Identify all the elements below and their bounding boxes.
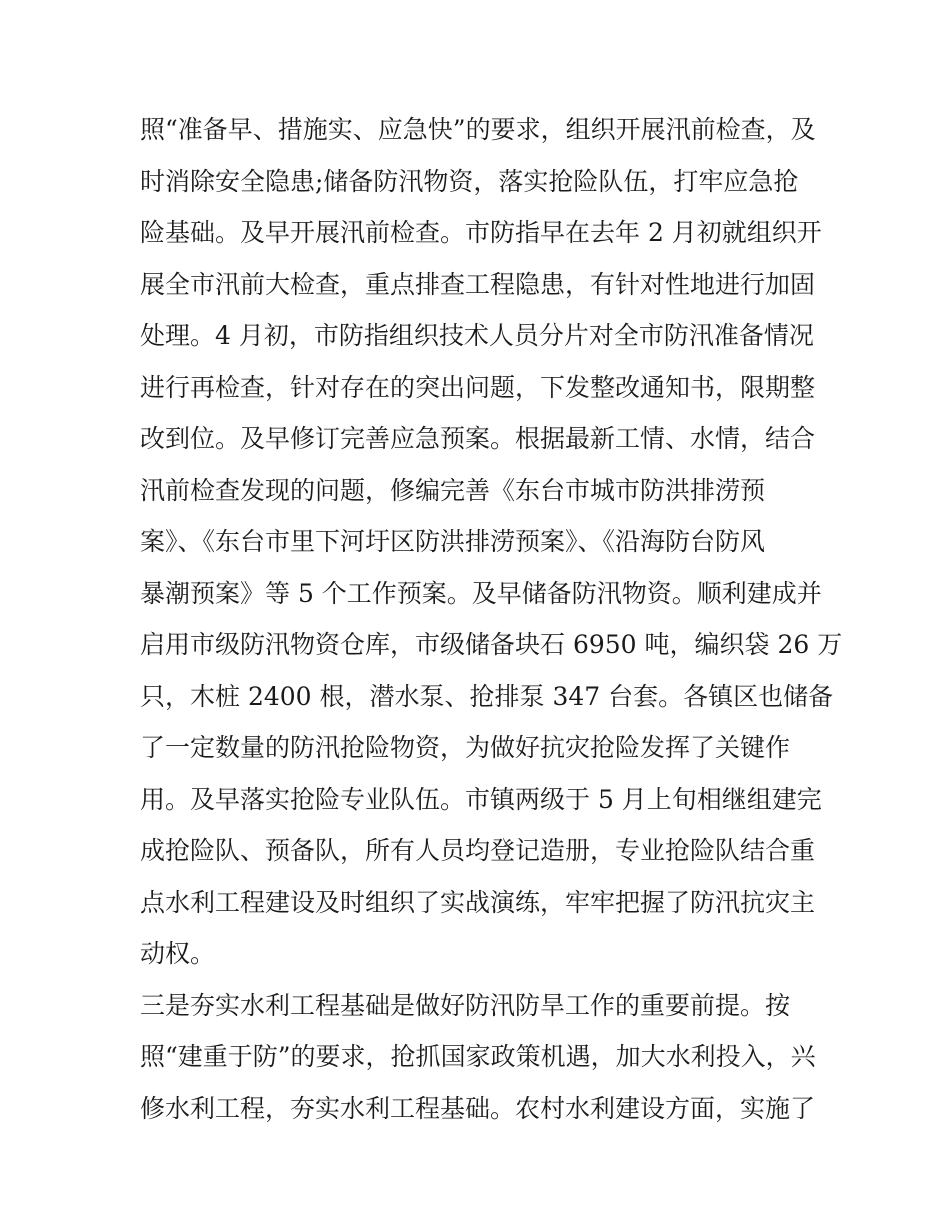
text-line: 时消除安全隐患;储备防汛物资，落实抢险队伍，打牢应急抢 (140, 166, 799, 196)
text-line: 启用市级防汛物资仓库，市级储备块石 6950 吨，编织袋 26 万 (140, 630, 843, 659)
paragraph-start-line: 三是夯实水利工程基础是做好防汛防旱工作的重要前提。按 (140, 990, 791, 1020)
text-line: 处理。4 月初，市防指组织技术人员分片对全市防汛准备情况 (140, 321, 814, 350)
text-line: 用。及早落实抢险专业队伍。市镇两级于 5 月上旬相继组建完 (140, 784, 822, 814)
text-line: 暴潮预案》等 5 个工作预案。及早储备防汛物资。顺利建成并 (140, 578, 822, 608)
text-line: 案》、《东台市里下河圩区防洪排涝预案》、《沿海防台防风 (140, 527, 766, 556)
text-line: 改到位。及早修订完善应急预案。根据最新工情、水情，结合 (140, 424, 816, 453)
text-line: 进行再检查，针对存在的突出问题，下发整改通知书，限期整 (140, 372, 816, 402)
text-line: 照“建重于防”的要求，抢抓国家政策机遇，加大水利投入，兴 (140, 1042, 816, 1071)
text-line: 动权。 (140, 939, 216, 968)
text-line: 修水利工程，夯实水利工程基础。农村水利建设方面，实施了 (140, 1093, 816, 1123)
text-line: 展全市汛前大检查，重点排查工程隐患，有针对性地进行加固 (140, 269, 816, 299)
body-text (140, 104, 843, 1134)
text-line: 点水利工程建设及时组织了实战演练，牢牢把握了防汛抗灾主 (140, 887, 816, 917)
text-line: 照“准备早、措施实、应急快”的要求，组织开展汛前检查，及 (140, 115, 816, 144)
text-line: 只，木桩 2400 根，潜水泵、抢排泵 347 台套。各镇区也储备 (140, 681, 834, 711)
text-line: 成抢险队、预备队，所有人员均登记造册，专业抢险队结合重 (140, 836, 816, 865)
text-line: 汛前检查发现的问题，修编完善《东台市城市防洪排涝预 (140, 475, 766, 505)
text-line: 了一定数量的防汛抢险物资，为做好抗灾抢险发挥了关键作 (140, 733, 791, 762)
text-line: 险基础。及早开展汛前检查。市防指早在去年 2 月初就组织开 (140, 218, 822, 247)
